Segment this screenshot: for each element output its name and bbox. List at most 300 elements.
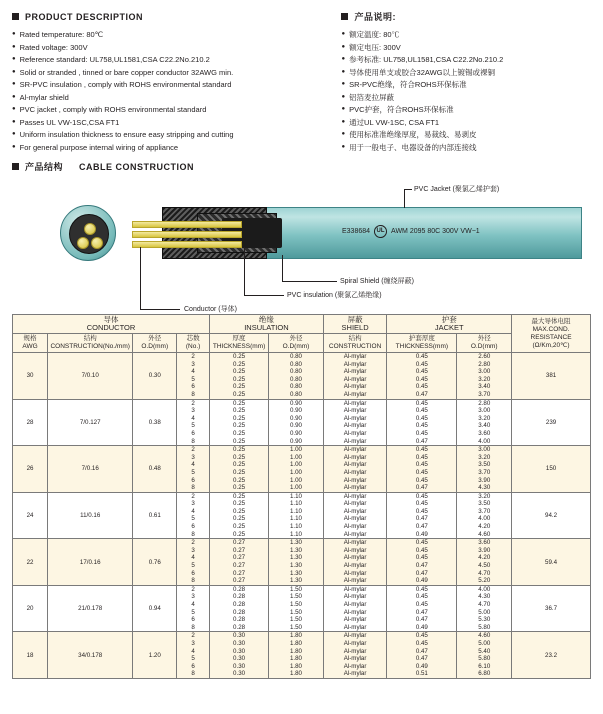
group-header-cn: 护套: [441, 315, 457, 324]
leader-line: [244, 247, 245, 295]
insulation-thickness-value: 0.28: [233, 616, 246, 624]
insulation-od-value: 0.90: [289, 399, 302, 407]
jacket-thickness-value: 0.47: [415, 437, 428, 445]
jacket-thickness-value: 0.45: [415, 539, 428, 547]
jacket-od-value: 4.70: [478, 601, 491, 608]
jacket-od-value: 3.90: [478, 546, 491, 554]
cell-construction: 11/0.16: [48, 492, 133, 539]
insulation-thickness-value: 0.25: [233, 523, 246, 531]
group-header-jacket: [387, 315, 512, 334]
cell-awg: 20: [13, 585, 48, 632]
insulation-thickness: [210, 446, 268, 492]
list-item: [12, 54, 341, 65]
jacket-od-value: 4.00: [478, 515, 491, 523]
cell-jacket-thickness: [387, 353, 457, 400]
list-item: [12, 142, 341, 153]
column-header-shield-construction: [323, 334, 386, 353]
insulation-thickness: [210, 493, 268, 539]
group-header-cn: 导体: [103, 315, 119, 324]
jacket-od-value: 3.40: [478, 383, 491, 391]
shield-type-value: Al-mylar: [343, 539, 367, 547]
list-item-label: Rated temperature: 80℃: [19, 30, 104, 39]
list-item-label: Uniform insulation thickness to ensure easy stripping and cutting: [19, 130, 234, 139]
insulation-thickness-value: 0.25: [233, 407, 246, 415]
table-column-header-row: [13, 334, 591, 353]
jacket-od-value: 5.30: [478, 616, 491, 624]
insulation-thickness-value: 0.30: [233, 632, 246, 640]
insulation-thickness-value: 0.30: [233, 670, 246, 678]
shield-type-value: Al-mylar: [343, 476, 367, 484]
shield-type-value: Al-mylar: [343, 530, 367, 538]
cell-insulation-od: [269, 632, 324, 679]
cell-resistance: 239: [512, 399, 591, 446]
column-header-cores: [177, 334, 210, 353]
column-header-en: THICKNESS(mm): [212, 343, 266, 350]
insulation-thickness-value: 0.25: [233, 375, 246, 383]
jacket-od-value: 2.80: [478, 360, 491, 368]
jacket-thickness-value: 0.45: [415, 476, 428, 484]
insulation-od-value: 1.50: [289, 623, 302, 631]
jacket-od-value: 4.00: [478, 437, 491, 445]
shield-type: [324, 586, 386, 632]
insulation-od-value: 0.80: [289, 353, 302, 360]
insulation-od: [269, 493, 323, 539]
core-count-value: 6: [191, 523, 195, 531]
insulation-thickness-value: 0.25: [233, 484, 246, 492]
column-header-jacket-thickness: [387, 334, 457, 353]
insulation-od-value: 0.80: [289, 375, 302, 383]
shield-type: [324, 632, 386, 678]
conductor-wire: [132, 221, 242, 228]
insulation-thickness-value: 0.25: [233, 383, 246, 391]
cell-jacket-thickness: [387, 492, 457, 539]
group-header-cn: 绝缘: [258, 315, 274, 324]
jacket-od-value: 3.20: [478, 492, 491, 500]
cross-section-conductor: [91, 237, 103, 249]
insulation-od-value: 0.80: [289, 368, 302, 376]
table-row: [13, 446, 591, 493]
group-header-insulation: [210, 315, 324, 334]
cell-jacket-thickness: [387, 446, 457, 493]
insulation-thickness-value: 0.27: [233, 539, 246, 547]
jacket-od-value: 5.80: [478, 623, 491, 631]
shield-type-value: Al-mylar: [343, 353, 367, 360]
jacket-od-value: 3.00: [478, 368, 491, 376]
core-count-value: 8: [191, 484, 195, 492]
jacket-od: [457, 400, 511, 446]
list-item-label: 参考标准: UL758,UL1581,CSA C22.2No.210.2: [349, 55, 504, 64]
jacket-thickness-value: 0.45: [415, 422, 428, 430]
bullet-icon: ●: [341, 106, 346, 112]
jacket-od-value: 3.20: [478, 453, 491, 461]
list-item-label: Al-mylar shield: [19, 92, 69, 102]
cell-insulation-thickness: [210, 539, 269, 586]
jacket-thickness: [387, 353, 456, 399]
cell-insulation-thickness: [210, 492, 269, 539]
cell-shield: [323, 446, 386, 493]
shield-type-value: Al-mylar: [343, 390, 367, 398]
insulation-od-value: 1.30: [289, 577, 302, 585]
insulation-thickness-value: 0.25: [233, 461, 246, 469]
insulation-od-value: 1.10: [289, 507, 302, 515]
cell-construction: 21/0.178: [48, 585, 133, 632]
insulation-od-value: 0.90: [289, 437, 302, 445]
shield-type-value: Al-mylar: [343, 593, 367, 601]
cell-shield: [323, 632, 386, 679]
jacket-od-value: 3.50: [478, 461, 491, 469]
jacket-od-value: 2.80: [478, 399, 491, 407]
table-row: [13, 353, 591, 400]
insulation-thickness: [210, 353, 268, 399]
shield-type-value: Al-mylar: [343, 562, 367, 570]
core-count-value: 3: [191, 407, 195, 415]
core-count-value: 4: [191, 414, 195, 422]
insulation-thickness-value: 0.25: [233, 399, 246, 407]
insulation-thickness-value: 0.25: [233, 492, 246, 500]
list-item: [341, 29, 591, 40]
list-item-label: PVC护套，符合ROHS环保标准: [349, 105, 454, 114]
insulation-thickness-value: 0.30: [233, 639, 246, 647]
jacket-od-value: 4.20: [478, 523, 491, 531]
insulation-od-value: 1.10: [289, 523, 302, 531]
core-count: [177, 446, 209, 492]
cell-resistance: 381: [512, 353, 591, 400]
cell-insulation-od: [269, 446, 324, 493]
list-item-label: 通过UL VW-1SC, CSA FT1: [349, 117, 440, 127]
shield-type-value: Al-mylar: [343, 647, 367, 655]
jacket-od-value: 4.50: [478, 562, 491, 570]
jacket-thickness-value: 0.47: [415, 647, 428, 655]
insulation-od-value: 0.80: [289, 360, 302, 368]
group-header-en: INSULATION: [244, 323, 289, 332]
column-header-en: AWG: [22, 343, 38, 350]
jacket-callout-label: PVC Jacket (聚氯乙烯护套): [414, 186, 500, 193]
jacket-od-value: 5.80: [478, 655, 491, 663]
shield-type: [324, 539, 386, 585]
insulation-thickness-value: 0.28: [233, 601, 246, 608]
cell-jacket-thickness: [387, 539, 457, 586]
core-count-value: 4: [191, 461, 195, 469]
cell-conductor-od: 0.30: [133, 353, 177, 400]
shield-type-value: Al-mylar: [343, 429, 367, 437]
column-header-cn: 厚度: [232, 335, 246, 342]
core-count: [177, 539, 209, 585]
jacket-thickness-value: 0.49: [415, 623, 428, 631]
jacket-od-value: 3.70: [478, 390, 491, 398]
product-description-title: PRODUCT DESCRIPTION: [25, 11, 144, 22]
description-list-cn: [341, 29, 591, 154]
insulation-thickness-value: 0.30: [233, 662, 246, 670]
shield-type-value: Al-mylar: [343, 608, 367, 616]
column-header-en: CONSTRUCTION(No./mm): [50, 343, 130, 350]
bullet-icon: ●: [341, 143, 346, 150]
jacket-thickness-value: 0.45: [415, 446, 428, 454]
list-item-label: 铝箔麦拉屏蔽: [349, 92, 395, 102]
column-header-cn: 最大导体电阻: [531, 317, 571, 325]
shield-type-value: Al-mylar: [343, 577, 367, 585]
group-header-en: SHIELD: [341, 323, 369, 332]
cable-construction-diagram: [12, 177, 591, 312]
leader-line: [140, 247, 141, 309]
shield-type-value: Al-mylar: [343, 461, 367, 469]
bullet-icon: ●: [12, 106, 16, 112]
insulation-callout-label: PVC insulation (聚氯乙烯绝缘): [287, 292, 382, 299]
cell-insulation-od: [269, 353, 324, 400]
table-group-header-row: [13, 315, 591, 334]
core-count-value: 4: [191, 601, 195, 608]
insulation-od-value: 1.80: [289, 639, 302, 647]
cell-cores: [177, 539, 210, 586]
group-header-shield: [323, 315, 386, 334]
column-header-jacket-od: [457, 334, 512, 353]
insulation-thickness: [210, 632, 268, 678]
conductor-wire: [132, 231, 242, 238]
list-item-label: For general purpose internal wiring of appliance: [19, 142, 179, 152]
jacket-od-value: 4.30: [478, 484, 491, 492]
cell-conductor-od: 0.94: [133, 585, 177, 632]
shield-type-value: Al-mylar: [343, 399, 367, 407]
insulation-od-value: 1.50: [289, 585, 302, 593]
jacket-thickness-value: 0.47: [415, 390, 428, 398]
insulation-thickness-value: 0.28: [233, 623, 246, 631]
jacket-thickness-value: 0.45: [415, 639, 428, 647]
cell-jacket-od: [457, 446, 512, 493]
core-count-value: 6: [191, 476, 195, 484]
description-list-en: [12, 29, 341, 154]
cell-awg: 26: [13, 446, 48, 493]
jacket-od-value: 5.40: [478, 647, 491, 655]
core-count: [177, 632, 209, 678]
list-item: [12, 92, 341, 103]
core-count-value: 6: [191, 429, 195, 437]
insulation-thickness-value: 0.28: [233, 608, 246, 616]
jacket-od-value: 4.20: [478, 554, 491, 562]
shield-type: [324, 400, 386, 446]
shield-type: [324, 493, 386, 539]
jacket-thickness-value: 0.45: [415, 353, 428, 360]
list-item: [341, 104, 591, 115]
shield-type-value: Al-mylar: [343, 414, 367, 422]
shield-type-value: Al-mylar: [343, 492, 367, 500]
insulation-od: [269, 632, 323, 678]
jacket-thickness-value: 0.45: [415, 461, 428, 469]
jacket-thickness-value: 0.45: [415, 507, 428, 515]
jacket-od-value: 3.20: [478, 375, 491, 383]
core-count-value: 4: [191, 368, 195, 376]
list-item: [12, 29, 341, 40]
list-item-label: PVC jacket , comply with ROHS environmental standard: [19, 105, 207, 114]
jacket-thickness-value: 0.47: [415, 484, 428, 492]
jacket-od-value: 3.20: [478, 414, 491, 422]
shield-type-value: Al-mylar: [343, 446, 367, 454]
shield-type-value: Al-mylar: [343, 601, 367, 608]
insulation-od-value: 1.80: [289, 655, 302, 663]
specification-table-body: [13, 353, 591, 679]
cell-awg: 24: [13, 492, 48, 539]
bullet-icon: ●: [341, 131, 346, 137]
jacket-od: [457, 632, 511, 678]
core-count-value: 3: [191, 360, 195, 368]
insulation-thickness-value: 0.30: [233, 647, 246, 655]
column-header-awg: [13, 334, 48, 353]
cable-construction-header: [12, 160, 591, 173]
jacket-thickness-value: 0.47: [415, 569, 428, 577]
insulation-thickness-value: 0.25: [233, 422, 246, 430]
column-header-cn: 护套厚度: [408, 335, 435, 342]
cell-conductor-od: 0.48: [133, 446, 177, 493]
group-header-conductor: [13, 315, 210, 334]
jacket-od-value: 3.70: [478, 468, 491, 476]
ul-logo-icon: UL: [374, 225, 387, 238]
core-count-value: 4: [191, 507, 195, 515]
core-count-value: 8: [191, 437, 195, 445]
table-row: [13, 399, 591, 446]
jacket-thickness-value: 0.45: [415, 360, 428, 368]
jacket-od-value: 6.80: [478, 670, 491, 678]
insulation-thickness-value: 0.25: [233, 468, 246, 476]
jacket-od-value: 5.20: [478, 577, 491, 585]
insulation-od-value: 1.50: [289, 593, 302, 601]
jacket-thickness-value: 0.45: [415, 414, 428, 422]
list-item-label: 导体使用单支或胶合32AWG以上镀锡或裸铜: [349, 67, 496, 77]
shield-type-value: Al-mylar: [343, 585, 367, 593]
cell-awg: 30: [13, 353, 48, 400]
insulation-od-value: 1.10: [289, 515, 302, 523]
jacket-thickness: [387, 400, 456, 446]
jacket-thickness-value: 0.45: [415, 554, 428, 562]
insulation-thickness-value: 0.27: [233, 554, 246, 562]
shield-type-value: Al-mylar: [343, 360, 367, 368]
core-count-value: 2: [191, 539, 195, 547]
list-item-label: SR-PVC insulation , comply with ROHS environmental standard: [19, 80, 232, 89]
column-header-en: CONSTRUCTION: [328, 343, 382, 350]
shield-type-value: Al-mylar: [343, 407, 367, 415]
leader-line: [282, 255, 283, 281]
jacket-thickness-value: 0.49: [415, 530, 428, 538]
list-item: [341, 92, 591, 103]
insulation-od-value: 1.80: [289, 632, 302, 640]
product-description-title-cn: 产品说明:: [354, 12, 396, 22]
shield-type-value: Al-mylar: [343, 639, 367, 647]
jacket-od-value: 4.00: [478, 585, 491, 593]
square-bullet-icon: [12, 13, 19, 20]
insulation-od-value: 1.00: [289, 468, 302, 476]
bullet-icon: ●: [12, 43, 16, 50]
insulation-od: [269, 353, 323, 399]
list-item: [12, 42, 341, 53]
conductor-wire: [132, 241, 242, 248]
insulation-od-value: 1.30: [289, 569, 302, 577]
shield-type-value: Al-mylar: [343, 507, 367, 515]
jacket-thickness-value: 0.45: [415, 375, 428, 383]
cell-awg: 28: [13, 399, 48, 446]
column-header-insulation-od: [269, 334, 324, 353]
shield-type-value: Al-mylar: [343, 632, 367, 640]
jacket-thickness: [387, 493, 456, 539]
list-item: [341, 67, 591, 78]
jacket-thickness-value: 0.45: [415, 500, 428, 508]
jacket-od-value: 6.10: [478, 662, 491, 670]
column-header-en: MAX.COND. RESISTANCE (Ω/Km,20℃): [530, 325, 572, 349]
core-count-value: 8: [191, 577, 195, 585]
bullet-icon: ●: [12, 118, 16, 125]
jacket-thickness-value: 0.45: [415, 453, 428, 461]
insulation-thickness-value: 0.25: [233, 437, 246, 445]
cell-resistance: 150: [512, 446, 591, 493]
jacket-od-value: 4.60: [478, 530, 491, 538]
insulation-thickness-value: 0.30: [233, 655, 246, 663]
jacket-od-value: 3.50: [478, 500, 491, 508]
column-header-en: (No.): [185, 343, 201, 350]
core-count-value: 5: [191, 375, 195, 383]
list-item: [341, 129, 591, 140]
column-header-cn: 外径: [289, 335, 303, 342]
jacket-thickness-value: 0.47: [415, 523, 428, 531]
shield-type: [324, 353, 386, 399]
shield-type-value: Al-mylar: [343, 468, 367, 476]
shield-type-value: Al-mylar: [343, 554, 367, 562]
core-count-value: 8: [191, 530, 195, 538]
column-header-en: THICKNESS(mm): [395, 343, 449, 350]
jacket-od-value: 3.60: [478, 429, 491, 437]
insulation-thickness-value: 0.25: [233, 429, 246, 437]
insulation-thickness: [210, 586, 268, 632]
jacket-od-value: 2.60: [478, 353, 491, 360]
core-count-value: 2: [191, 492, 195, 500]
list-item: [12, 129, 341, 140]
core-count-value: 3: [191, 639, 195, 647]
insulation-od-value: 1.50: [289, 601, 302, 608]
insulation-thickness: [210, 400, 268, 446]
cell-cores: [177, 353, 210, 400]
column-header-conductor-od: [133, 334, 177, 353]
shield-type-value: Al-mylar: [343, 670, 367, 678]
jacket-thickness-value: 0.45: [415, 585, 428, 593]
bullet-icon: ●: [341, 31, 346, 37]
cross-section-conductor: [84, 223, 96, 235]
insulation-od-value: 1.80: [289, 670, 302, 678]
insulation-thickness-value: 0.27: [233, 546, 246, 554]
file-number-label: E338684: [342, 228, 371, 235]
list-item-label: Passes UL VW-1SC,CSA FT1: [19, 117, 120, 127]
jacket-od: [457, 539, 511, 585]
core-count-value: 2: [191, 585, 195, 593]
table-row: [13, 539, 591, 586]
shield-type-value: Al-mylar: [343, 453, 367, 461]
cell-jacket-thickness: [387, 399, 457, 446]
jacket-od-value: 5.00: [478, 639, 491, 647]
core-count-value: 6: [191, 616, 195, 624]
cell-insulation-od: [269, 539, 324, 586]
core-count-value: 5: [191, 608, 195, 616]
list-item: [341, 117, 591, 128]
shield-type-value: Al-mylar: [343, 383, 367, 391]
core-count-value: 3: [191, 593, 195, 601]
insulation-thickness-value: 0.27: [233, 569, 246, 577]
core-count-value: 3: [191, 453, 195, 461]
square-bullet-icon: [341, 13, 348, 20]
insulation-od: [269, 539, 323, 585]
jacket-thickness: [387, 446, 456, 492]
cell-jacket-od: [457, 492, 512, 539]
list-item-label: Rated voltage: 300V: [19, 42, 88, 52]
cell-resistance: 94.2: [512, 492, 591, 539]
jacket-thickness-value: 0.47: [415, 655, 428, 663]
jacket-thickness-value: 0.45: [415, 368, 428, 376]
core-count-value: 2: [191, 632, 195, 640]
insulation-od-value: 1.30: [289, 546, 302, 554]
insulation-od-value: 1.00: [289, 484, 302, 492]
